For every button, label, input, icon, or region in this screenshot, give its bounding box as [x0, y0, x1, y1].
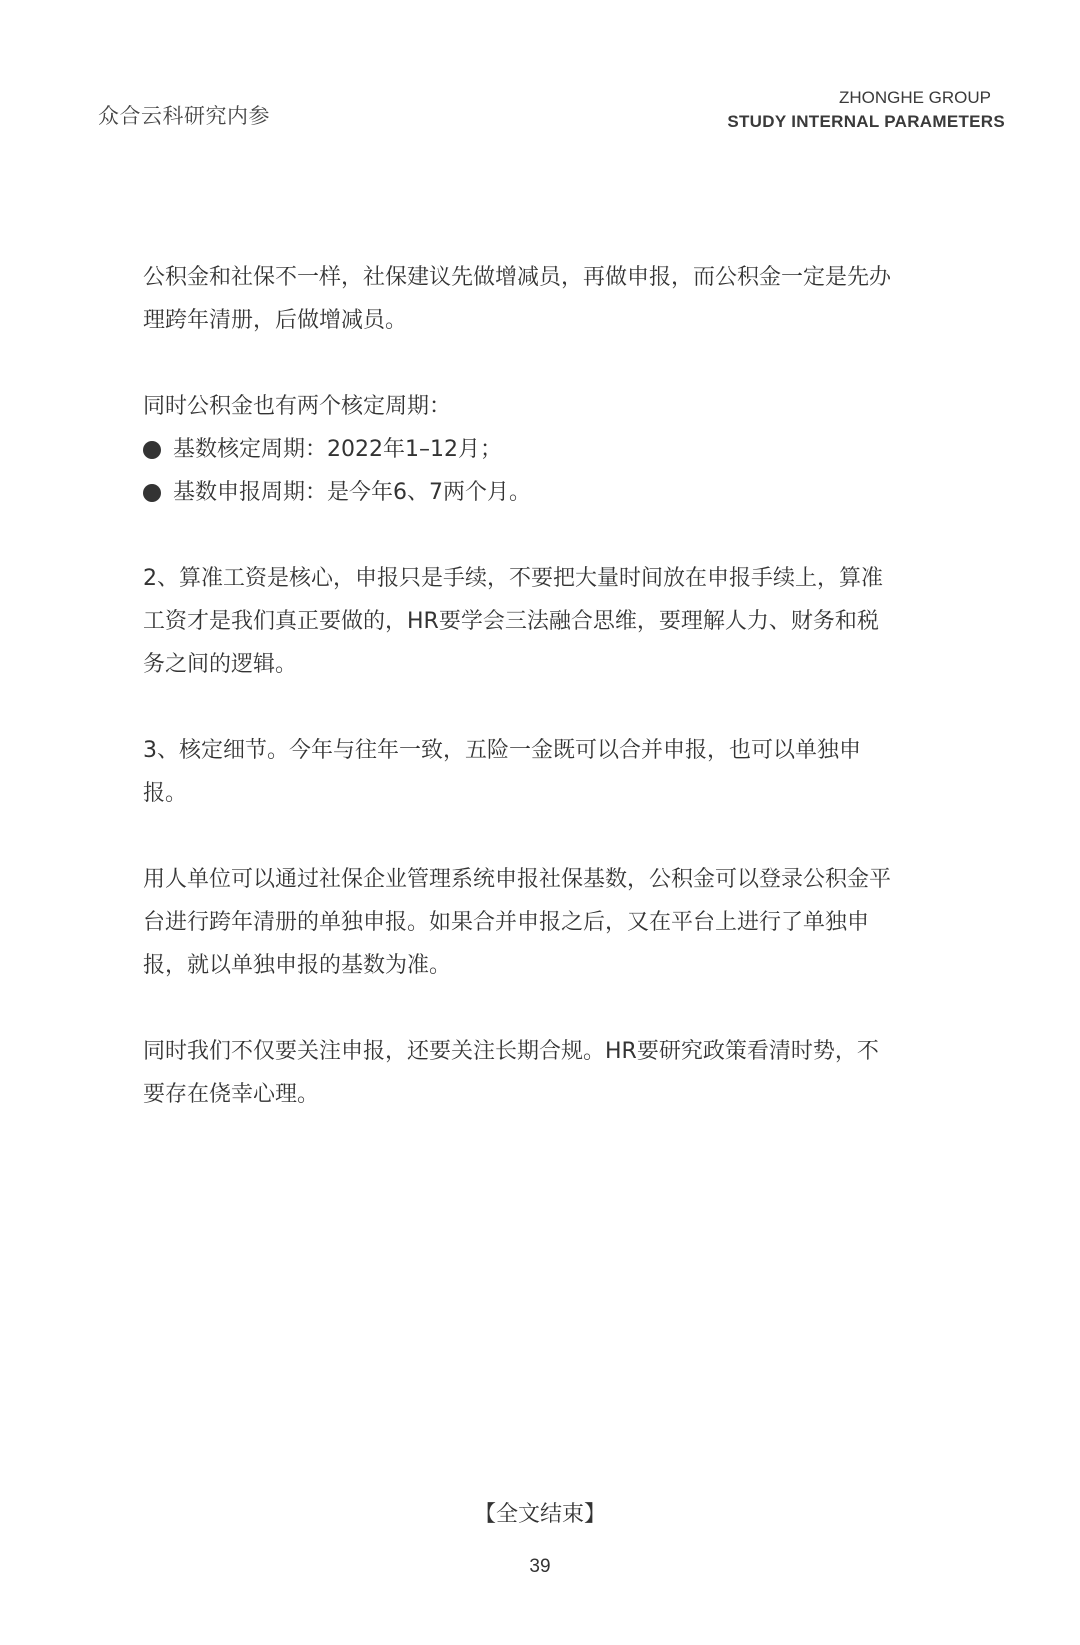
- paragraph-1-line-2: 理跨年清册，后做增减员。: [143, 308, 408, 333]
- article-body: [143, 256, 963, 1116]
- paragraph-3-line-3: 务之间的逻辑。: [143, 652, 298, 677]
- list-item-text: 基数核定周期：2022年1–12月；: [173, 437, 502, 462]
- paragraph-5-line-2: 台进行跨年清册的单独申报。如果合并申报之后，又在平台上进行了单独申: [143, 910, 870, 935]
- page-number: 39: [529, 1556, 551, 1577]
- paragraph-5-line-3: 报，就以单独申报的基数为准。: [143, 953, 452, 978]
- end-of-article-marker: 【全文结束】: [473, 1502, 606, 1527]
- paragraph-2-intro: 同时公积金也有两个核定周期：: [143, 394, 452, 419]
- bullet-dot-icon: [143, 441, 161, 459]
- paragraph-3-line-1: 2、算准工资是核心，申报只是手续，不要把大量时间放在申报手续上，算准: [143, 566, 883, 591]
- bullet-dot-icon: [143, 484, 161, 502]
- paragraph-4-line-2: 报。: [143, 781, 188, 806]
- paragraph-6-line-1: 同时我们不仅要关注申报，还要关注长期合规。HR要研究政策看清时势，不: [143, 1039, 879, 1064]
- paragraph-6-line-2: 要存在侥幸心理。: [143, 1082, 320, 1107]
- paragraph-1-line-1: 公积金和社保不一样，社保建议先做增减员，再做申报，而公积金一定是先办: [143, 265, 892, 290]
- header-brand-name: ZHONGHE GROUP: [838, 88, 991, 107]
- header-brand: [727, 86, 1005, 134]
- paragraph-5-line-1: 用人单位可以通过社保企业管理系统申报社保基数，公积金可以登录公积金平: [143, 867, 892, 892]
- list-item: [143, 428, 963, 471]
- list-item-text: 基数申报周期：是今年6、7两个月。: [173, 480, 531, 505]
- list-item: [143, 471, 963, 514]
- header-title: 众合云科研究内参: [98, 104, 270, 128]
- paragraph-3-line-2: 工资才是我们真正要做的，HR要学会三法融合思维，要理解人力、财务和税: [143, 609, 879, 634]
- header-brand-subtitle: STUDY INTERNAL PARAMETERS: [727, 112, 1005, 131]
- paragraph-4-line-1: 3、核定细节。今年与往年一致，五险一金既可以合并申报，也可以单独申: [143, 738, 861, 763]
